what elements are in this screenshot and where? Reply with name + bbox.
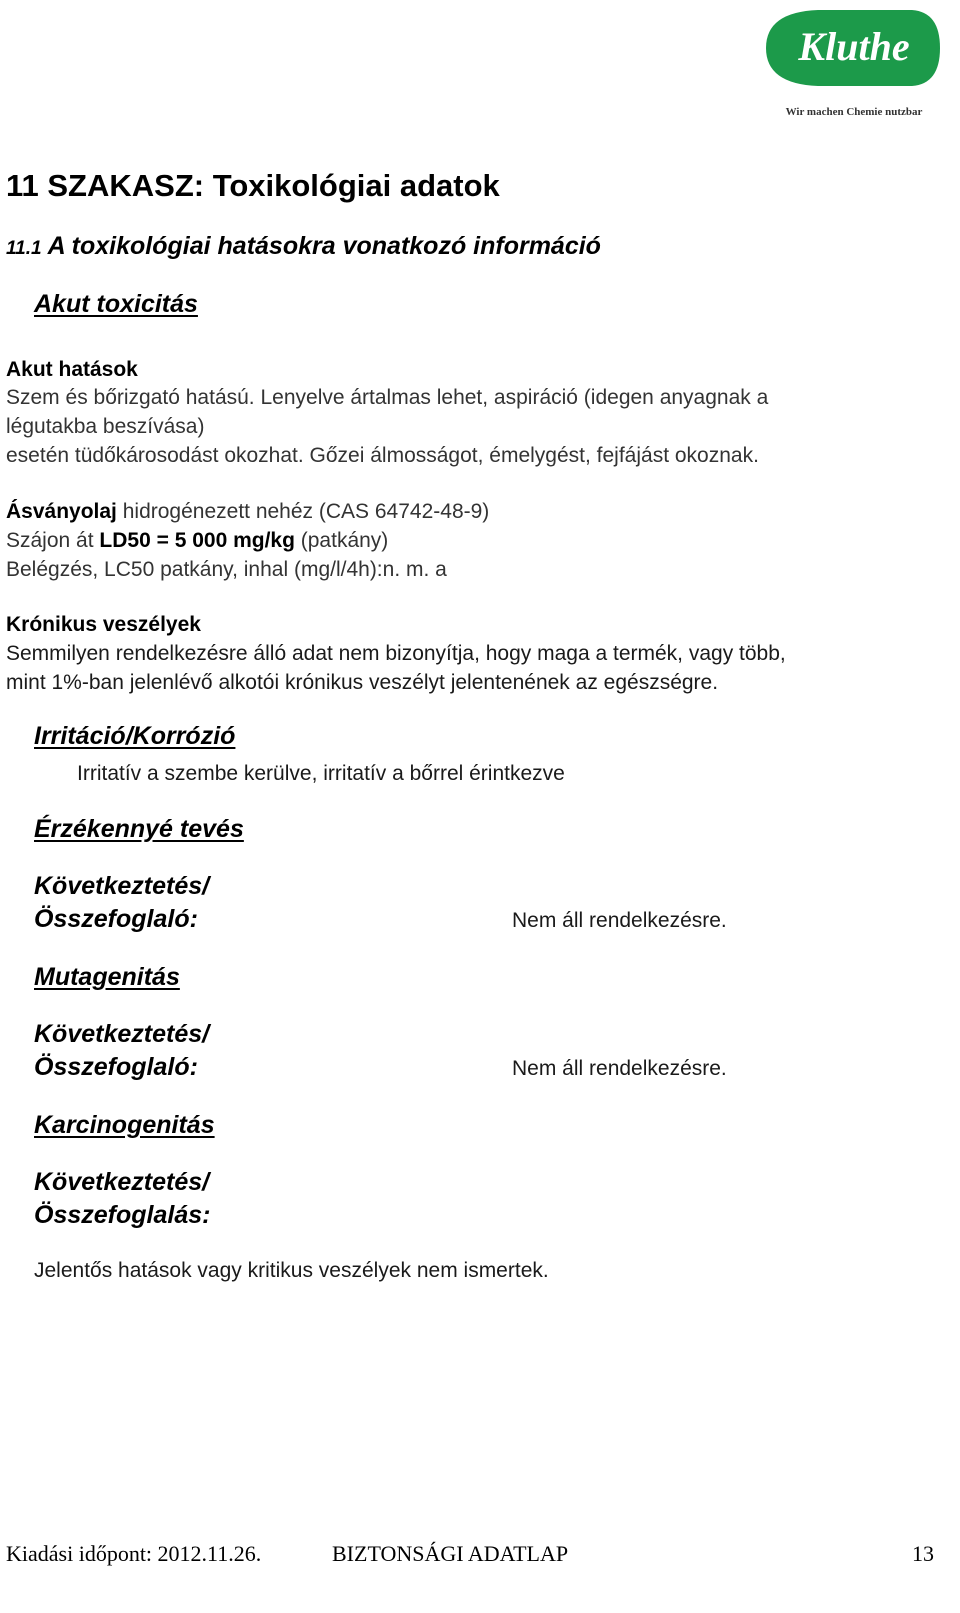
acute-effects-heading: Akut hatások	[6, 358, 138, 381]
mutagenicity-heading: Mutagenitás	[34, 963, 180, 991]
acute-toxicity-heading: Akut toxicitás	[34, 290, 198, 318]
substance-detail: hidrogénezett nehéz (CAS 64742-48-9)	[116, 500, 490, 523]
substance-line	[6, 500, 489, 524]
oral-suffix: (patkány)	[294, 529, 389, 552]
sensitization-value: Nem áll rendelkezésre.	[512, 909, 727, 932]
footer-doc-title: BIZTONSÁGI ADATLAP	[332, 1541, 569, 1566]
footer-page-number: 13	[912, 1541, 934, 1566]
logo-brand: Kluthe	[798, 24, 910, 69]
mutagenicity-label-2: Összefoglaló:	[34, 1053, 198, 1081]
section-title: 11 SZAKASZ: Toxikológiai adatok	[6, 168, 500, 203]
logo-graphic	[762, 0, 944, 126]
mutagenicity-label-1: Következtetés/	[34, 1020, 210, 1048]
carcinogenicity-heading: Karcinogenitás	[34, 1111, 215, 1139]
inhalation-line: Belégzés, LC50 patkány, inhal (mg/l/4h):n. m. a	[6, 558, 447, 581]
chronic-line-2: mint 1%-ban jelenlévő alkotói krónikus veszélyt jelentenének az egészségre.	[6, 671, 719, 694]
acute-line-3: esetén tüdőkárosodást okozhat. Gőzei álmosságot, émelygést, fejfájást okoznak.	[6, 444, 759, 467]
carcinogenicity-label-2: Összefoglalás:	[34, 1201, 211, 1229]
carcinogenicity-text: Jelentős hatások vagy kritikus veszélyek nem ismertek.	[34, 1259, 549, 1282]
chronic-line-1: Semmilyen rendelkezésre álló adat nem bizonyítja, hogy maga a termék, vagy több,	[6, 642, 786, 665]
acute-line-1: Szem és bőrizgató hatású. Lenyelve ártalmas lehet, aspiráció (idegen anyagnak a	[6, 386, 769, 409]
subsection-number: 11.1	[6, 238, 42, 259]
oral-prefix: Szájon át	[6, 529, 100, 552]
oral-ld50-line	[6, 529, 388, 553]
substance-name: Ásványolaj	[6, 500, 117, 523]
irritation-text: Irritatív a szembe kerülve, irritatív a bőrrel érintkezve	[77, 762, 565, 785]
kluthe-logo	[762, 0, 944, 126]
sensitization-heading: Érzékennyé tevés	[34, 815, 244, 843]
logo-tagline: Wir machen Chemie nutzbar	[785, 106, 923, 118]
chronic-heading: Krónikus veszélyek	[6, 613, 201, 636]
sensitization-label-1: Következtetés/	[34, 872, 210, 900]
oral-ld50-value: LD50 = 5 000 mg/kg	[99, 529, 295, 552]
irritation-heading: Irritáció/Korrózió	[34, 722, 236, 750]
subsection-title: A toxikológiai hatásokra vonatkozó információ	[47, 232, 601, 260]
acute-line-2: légutakba beszívása)	[6, 415, 205, 438]
mutagenicity-value: Nem áll rendelkezésre.	[512, 1057, 727, 1080]
sensitization-label-2: Összefoglaló:	[34, 905, 198, 933]
subsection-heading	[6, 232, 601, 261]
footer-issue-date: Kiadási időpont: 2012.11.26.	[6, 1541, 262, 1566]
carcinogenicity-label-1: Következtetés/	[34, 1168, 210, 1196]
